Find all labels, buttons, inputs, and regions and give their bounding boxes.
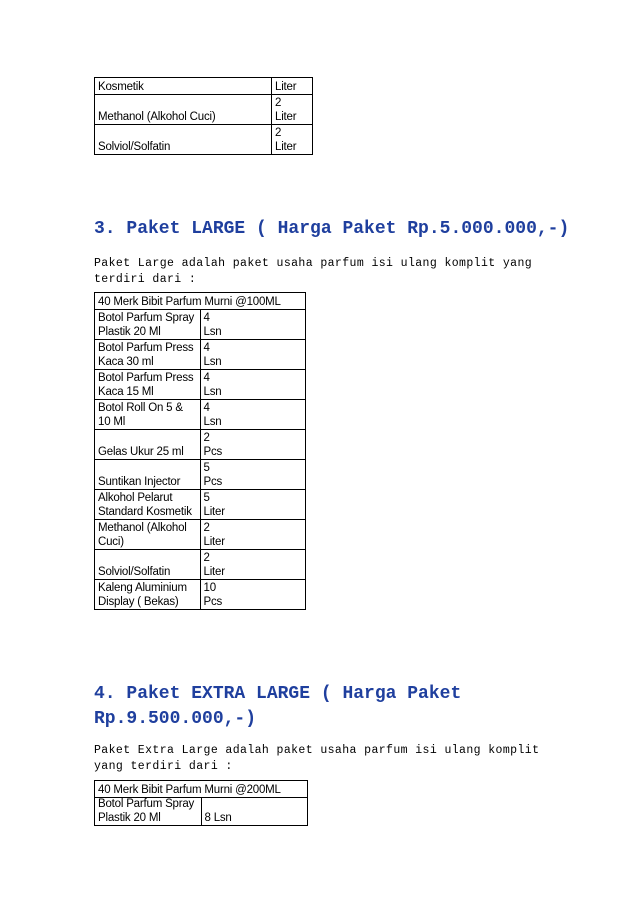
table-row — [95, 580, 306, 610]
item-name: Solviol/Solfatin — [95, 550, 201, 580]
item-name: Suntikan Injector — [95, 460, 201, 490]
table-row — [95, 798, 308, 826]
item-name: Gelas Ukur 25 ml — [95, 430, 201, 460]
table-row — [95, 550, 306, 580]
section-3-intro: Paket Large adalah paket usaha parfum isi ulang komplit yang terdiri dari : — [94, 257, 533, 286]
item-qty: 2 Liter — [272, 125, 313, 155]
table-header-row — [95, 293, 306, 310]
item-qty: 8 Lsn — [201, 798, 308, 826]
top-items-table — [94, 77, 313, 155]
table-row — [95, 340, 306, 370]
item-qty: 5 Pcs — [200, 460, 306, 490]
table-row — [95, 400, 306, 430]
item-qty: 2 Pcs — [200, 430, 306, 460]
section-4-intro: Paket Extra Large adalah paket usaha parfum isi ulang komplit yang terdiri dari : — [94, 744, 540, 773]
section-4-heading-line2: Rp.9.500.000,-) — [94, 709, 257, 729]
section-3-heading: 3. Paket LARGE ( Harga Paket Rp.5.000.000,-) — [94, 219, 570, 239]
item-qty: 2 Liter — [272, 95, 313, 125]
table-header-cell: 40 Merk Bibit Parfum Murni @100ML — [95, 293, 306, 310]
section-4-heading-line1: 4. Paket EXTRA LARGE ( Harga Paket — [94, 684, 462, 704]
item-name: Kosmetik — [95, 78, 272, 95]
table-header-cell: 40 Merk Bibit Parfum Murni @200ML — [95, 781, 308, 798]
table-row — [95, 125, 313, 155]
item-name: Botol Parfum Spray Plastik 20 Ml — [95, 798, 202, 826]
item-qty: 4 Lsn — [200, 340, 306, 370]
item-name: Botol Roll On 5 & 10 Ml — [95, 400, 201, 430]
large-package-table — [94, 292, 306, 610]
table-row — [95, 78, 313, 95]
item-name: Methanol (Alkohol Cuci) — [95, 520, 201, 550]
item-qty: 4 Lsn — [200, 370, 306, 400]
item-name: Kaleng Aluminium Display ( Bekas) — [95, 580, 201, 610]
table-row — [95, 520, 306, 550]
item-qty: 2 Liter — [200, 550, 306, 580]
item-qty: 4 Lsn — [200, 310, 306, 340]
table-row — [95, 95, 313, 125]
item-qty: Liter — [272, 78, 313, 95]
item-name: Botol Parfum Press Kaca 30 ml — [95, 340, 201, 370]
table-header-row — [95, 781, 308, 798]
item-name: Solviol/Solfatin — [95, 125, 272, 155]
table-row — [95, 490, 306, 520]
item-name: Botol Parfum Press Kaca 15 Ml — [95, 370, 201, 400]
item-qty: 5 Liter — [200, 490, 306, 520]
table-row — [95, 310, 306, 340]
item-name: Alkohol Pelarut Standard Kosmetik — [95, 490, 201, 520]
extra-large-package-table — [94, 780, 308, 826]
item-name: Methanol (Alkohol Cuci) — [95, 95, 272, 125]
item-qty: 4 Lsn — [200, 400, 306, 430]
item-name: Botol Parfum Spray Plastik 20 Ml — [95, 310, 201, 340]
table-row — [95, 460, 306, 490]
table-row — [95, 370, 306, 400]
item-qty: 10 Pcs — [200, 580, 306, 610]
table-row — [95, 430, 306, 460]
item-qty: 2 Liter — [200, 520, 306, 550]
